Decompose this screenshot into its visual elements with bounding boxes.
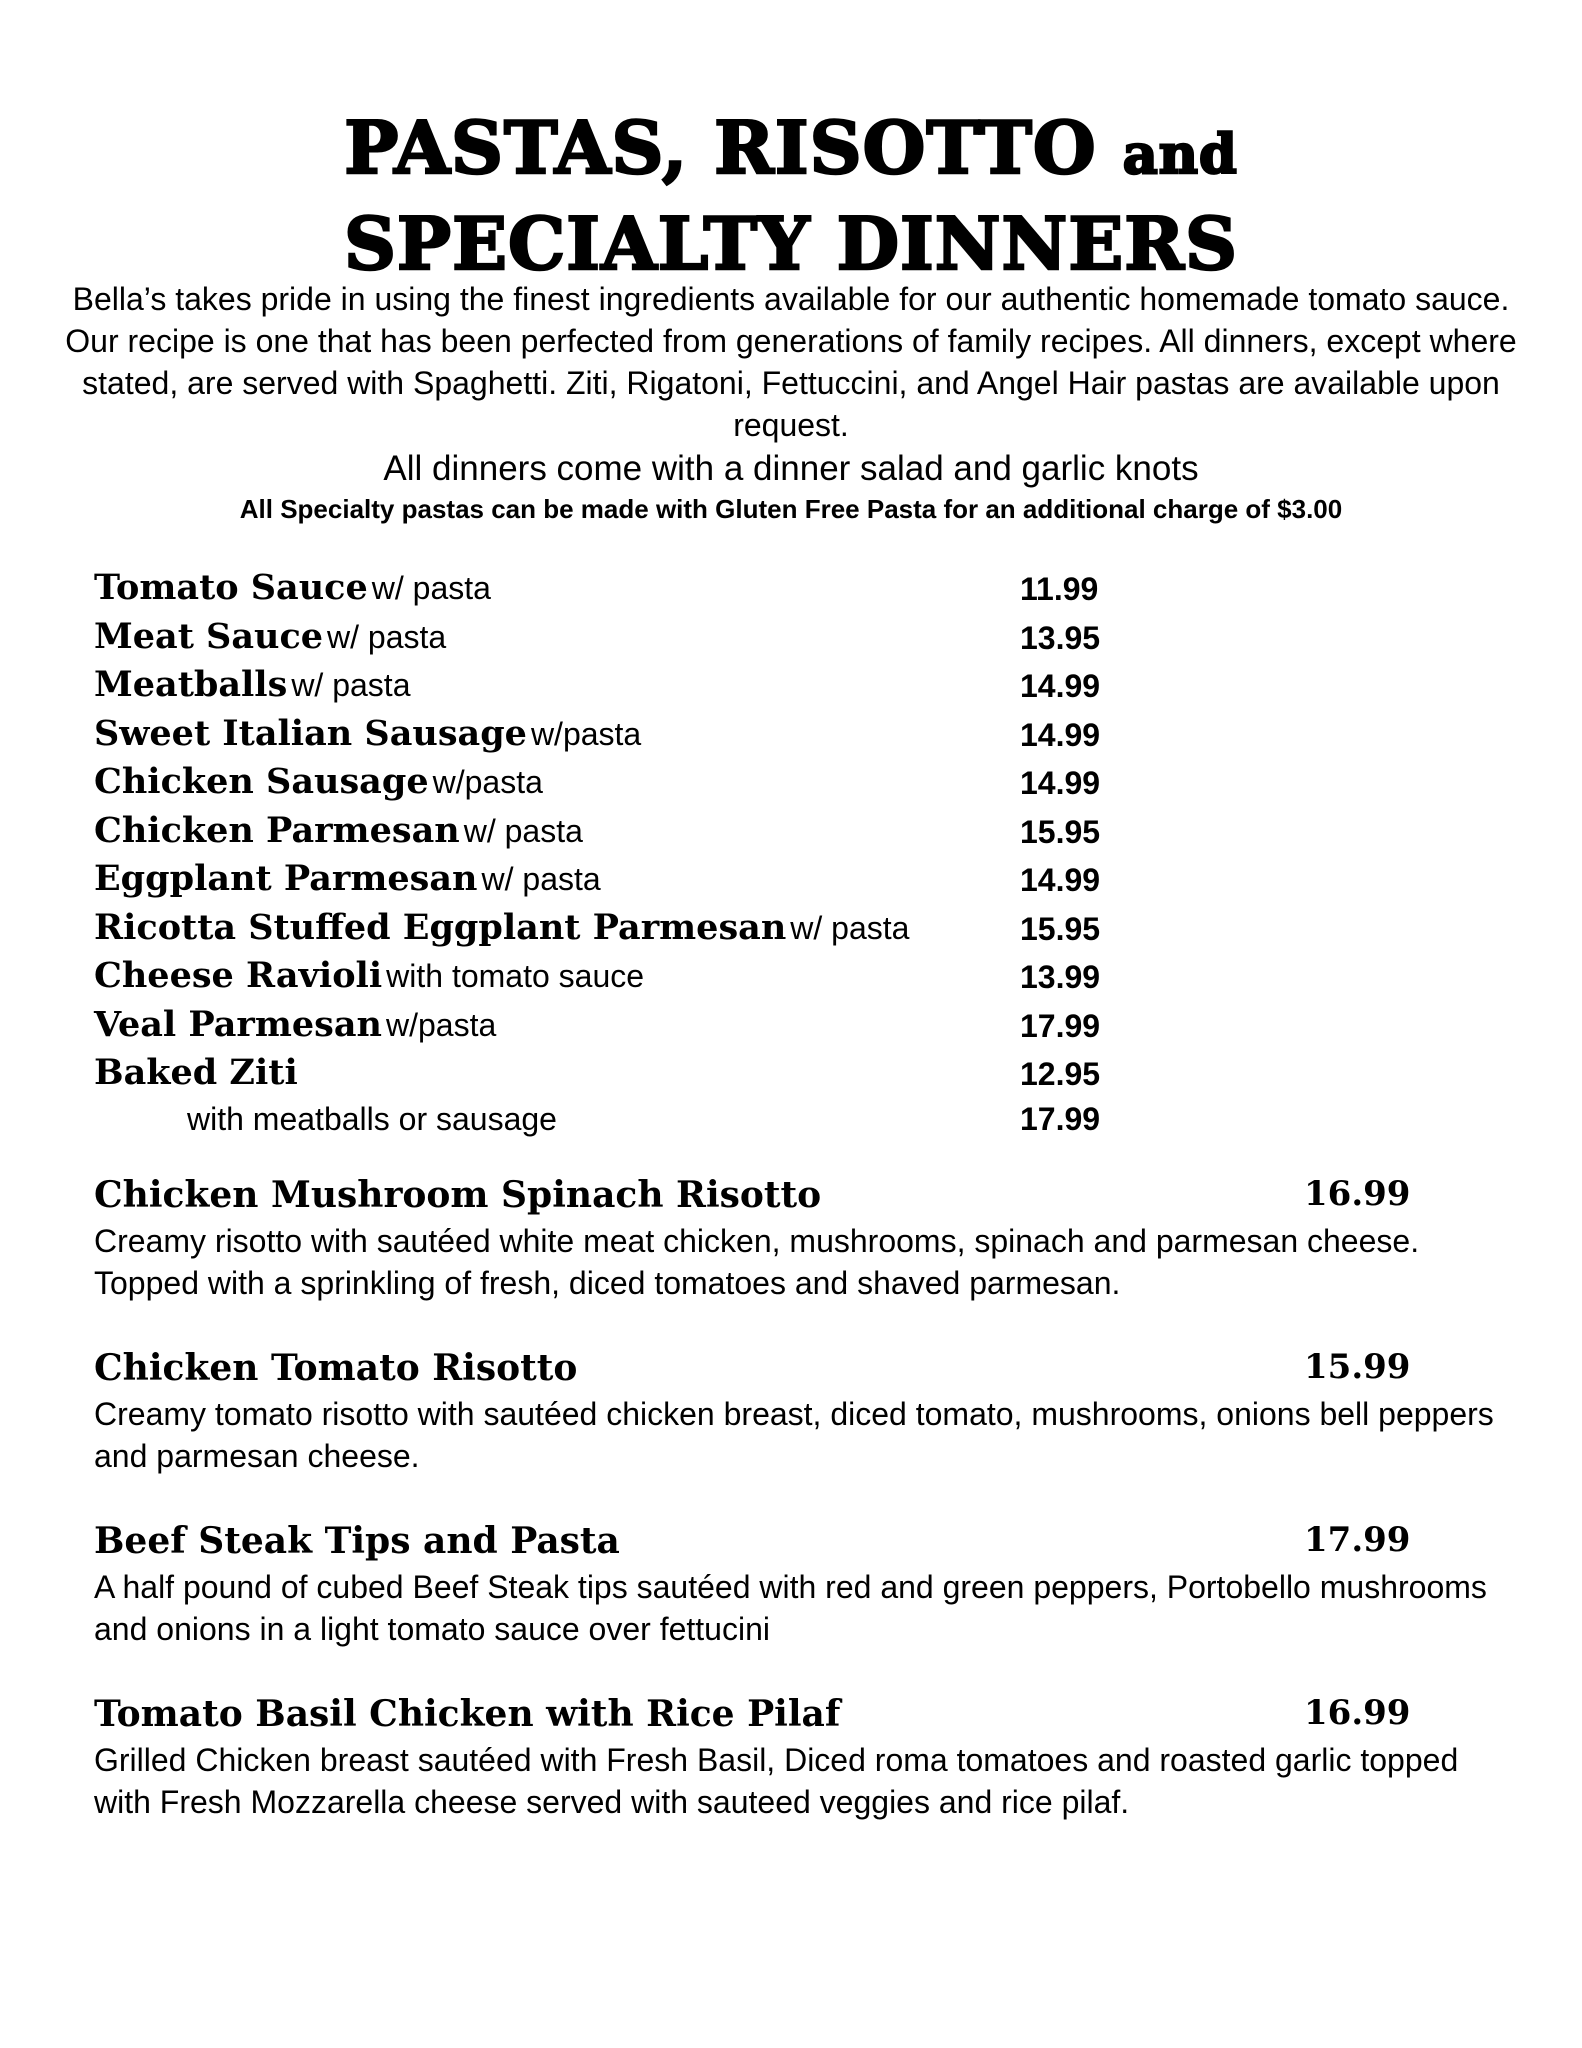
pasta-price: 14.99 — [1020, 668, 1101, 704]
pasta-price: 15.95 — [1020, 910, 1101, 947]
pasta-price: 12.95 — [1020, 1056, 1101, 1092]
pasta-item — [94, 955, 1194, 1004]
pasta-name: Tomato Sauce — [94, 567, 368, 608]
pasta-name: Meatballs — [94, 664, 288, 705]
pasta-sub-desc: with meatballs or sausage — [187, 1100, 557, 1137]
pasta-item — [94, 664, 1194, 713]
gluten-free-note: All Specialty pastas can be made with Gluten Free Pasta for an additional charge of $3.00 — [239, 494, 1343, 524]
pasta-item — [94, 616, 1194, 665]
page-title-line-1 — [0, 105, 1582, 190]
pasta-desc: w/ pasta — [790, 909, 910, 946]
specialty-price: 15.99 — [1304, 1347, 1411, 1387]
pasta-list — [94, 567, 1194, 1145]
specialty-desc: Creamy tomato risotto with sautéed chicken breast, diced tomato, mushrooms, onions bell peppers and parmesan cheese. — [94, 1396, 1494, 1474]
pasta-price: 17.99 — [1020, 1007, 1101, 1044]
intro-paragraph: Bella’s takes pride in using the finest ingredients available for our authentic homemade tomato sauce. Our recipe is one that has been perfected from generations of family recipes. All dinners, except where stated, are served with Spaghetti. Ziti, Rigatoni, Fettuccini, and Angel Hair pastas are available upon request. — [65, 281, 1517, 443]
specialty-desc: A half pound of cubed Beef Steak tips sautéed with red and green peppers, Portobello mushrooms and onions in a light tomato sauce over fettucini — [94, 1569, 1487, 1647]
specialty-price: 16.99 — [1304, 1174, 1411, 1214]
title-and: and — [1122, 122, 1238, 186]
pasta-price: 14.99 — [1020, 716, 1101, 753]
pasta-name: Cheese Ravioli — [94, 955, 383, 996]
pasta-name: Baked Ziti — [94, 1052, 298, 1093]
pasta-sub-price: 17.99 — [1020, 1100, 1101, 1137]
pasta-name: Veal Parmesan — [94, 1003, 382, 1045]
pasta-item — [94, 858, 1194, 907]
pasta-item — [94, 907, 1194, 956]
pasta-name: Sweet Italian Sausage — [94, 712, 527, 754]
specialty-name: Beef Steak Tips and Pasta — [94, 1520, 620, 1562]
pasta-desc: w/pasta — [530, 715, 642, 752]
specialty-price: 17.99 — [1304, 1520, 1411, 1560]
page-title-line-2: SPECIALTY DINNERS — [343, 201, 1239, 286]
pasta-desc: w/pasta — [386, 1006, 497, 1043]
pasta-name: Eggplant Parmesan — [94, 858, 478, 899]
pasta-item — [94, 761, 1194, 810]
specialty-desc: Grilled Chicken breast sautéed with Fresh Basil, Diced roma tomatoes and roasted garlic topped with Fresh Mozzarella cheese served with sauteed veggies and rice pilaf. — [94, 1742, 1459, 1820]
pasta-desc: w/ pasta — [291, 667, 411, 703]
specialty-name: Chicken Tomato Risotto — [94, 1347, 578, 1389]
pasta-item — [94, 1004, 1194, 1053]
pasta-name: Chicken Sausage — [94, 761, 429, 802]
specialty-price: 16.99 — [1304, 1693, 1411, 1733]
specialty-item — [94, 1520, 1514, 1650]
pasta-price: 13.95 — [1020, 619, 1101, 656]
specialty-item — [94, 1174, 1514, 1304]
pasta-item — [94, 567, 1194, 616]
pasta-desc: w/ pasta — [481, 861, 601, 897]
specialty-item — [94, 1693, 1514, 1823]
specialty-name: Chicken Mushroom Spinach Risotto — [94, 1174, 822, 1216]
specialty-item — [94, 1347, 1514, 1477]
pasta-name: Ricotta Stuffed Eggplant Parmesan — [94, 906, 787, 948]
specialty-desc: Creamy risotto with sautéed white meat chicken, mushrooms, spinach and parmesan cheese. Topped with a sprinkling of fresh, diced tomatoes and shaved parmesan. — [94, 1223, 1420, 1301]
dinner-note: All dinners come with a dinner salad and garlic knots — [383, 449, 1199, 488]
pasta-price: 11.99 — [1020, 571, 1099, 607]
pasta-item — [94, 810, 1194, 859]
pasta-item — [94, 713, 1194, 762]
pasta-name: Chicken Parmesan — [94, 809, 460, 851]
pasta-price: 15.95 — [1020, 813, 1101, 850]
pasta-desc: with tomato sauce — [386, 958, 645, 994]
title-main: PASTAS, RISOTTO — [344, 105, 1097, 190]
pasta-sub-item — [94, 1101, 1194, 1145]
pasta-name: Meat Sauce — [94, 615, 324, 657]
pasta-price: 14.99 — [1020, 765, 1101, 801]
specialty-name: Tomato Basil Chicken with Rice Pilaf — [94, 1693, 841, 1735]
pasta-desc: w/ pasta — [371, 570, 491, 606]
pasta-price: 14.99 — [1020, 862, 1101, 898]
pasta-desc: w/ pasta — [327, 618, 447, 655]
pasta-desc: w/ pasta — [463, 812, 583, 849]
pasta-item — [94, 1052, 1194, 1101]
pasta-desc: w/pasta — [432, 764, 543, 800]
pasta-price: 13.99 — [1020, 959, 1101, 995]
